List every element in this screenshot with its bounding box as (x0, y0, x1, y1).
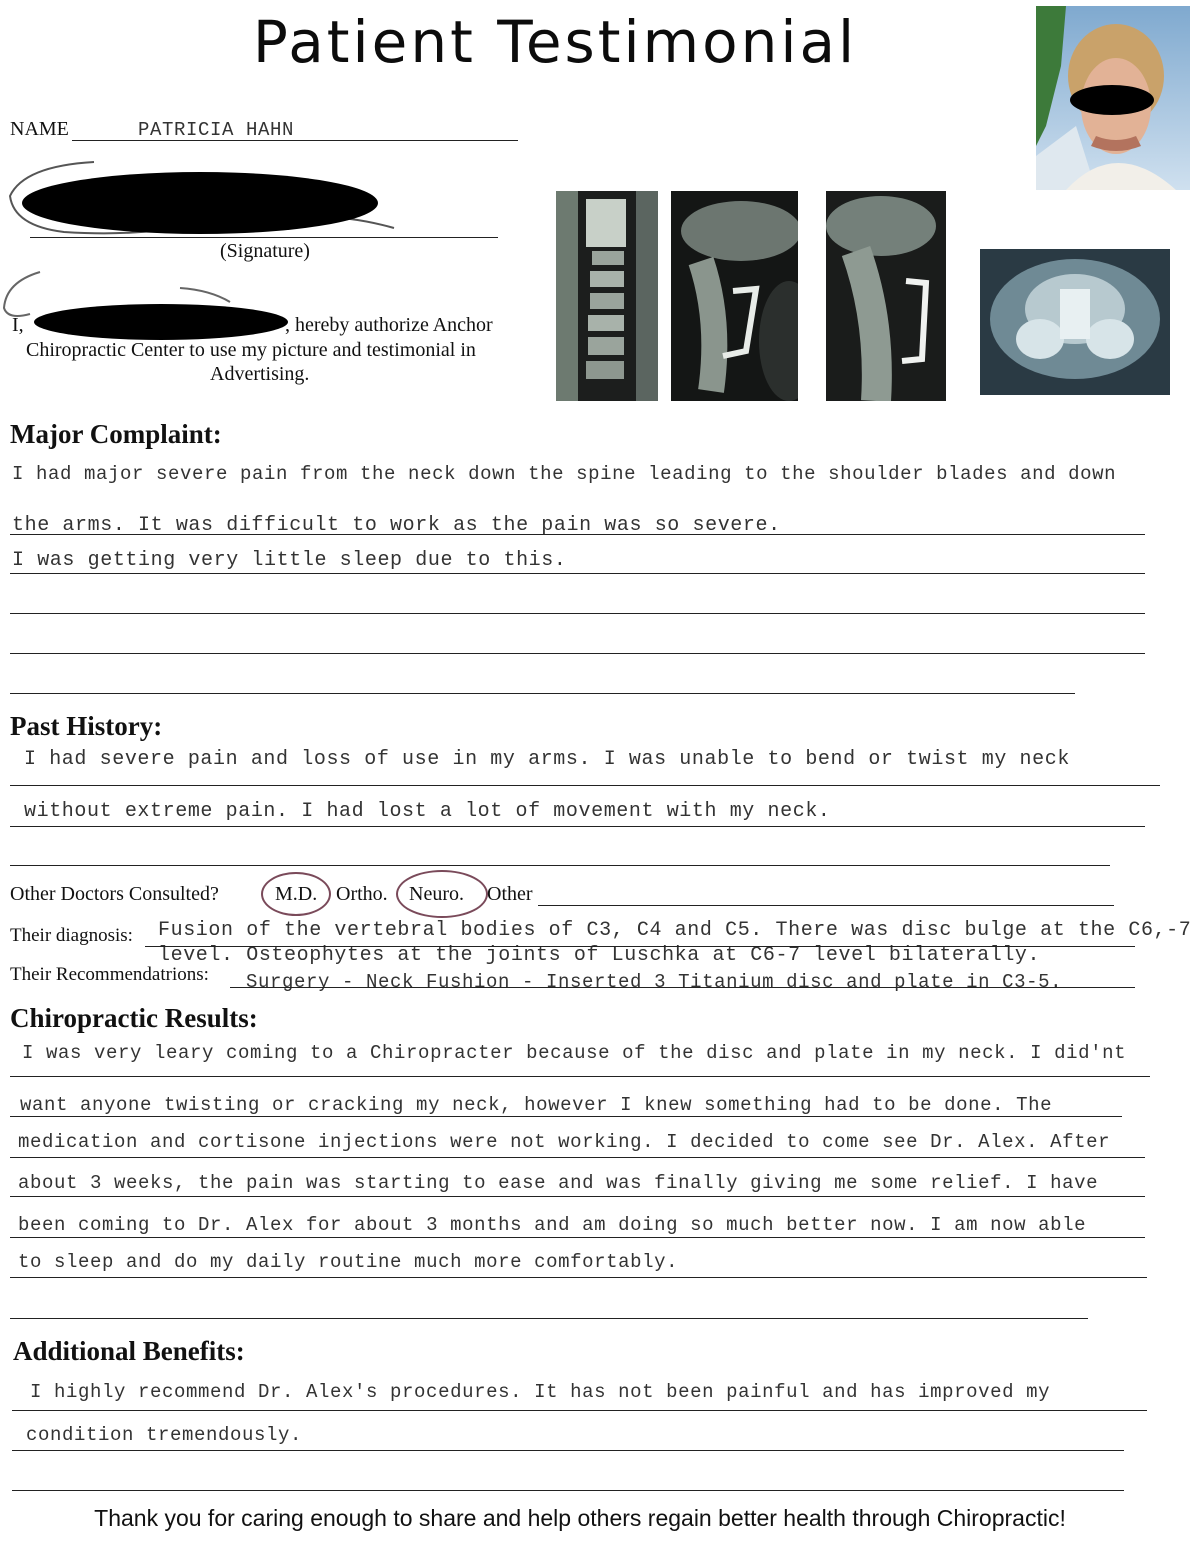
signature-redaction (22, 172, 378, 234)
results-line: to sleep and do my daily routine much more comfortably. (18, 1251, 679, 1273)
past-history-line: I had severe pain and loss of use in my arms. I was unable to bend or twist my neck (24, 748, 1070, 771)
form-line (12, 1450, 1124, 1451)
option-other: Other (487, 883, 533, 905)
form-line (10, 1237, 1145, 1238)
page-title: Patient Testimonial (252, 8, 858, 76)
major-complaint-heading: Major Complaint: (10, 419, 222, 449)
form-line (10, 865, 1110, 866)
major-complaint-line: I had major severe pain from the neck down the spine leading to the shoulder blades and down (12, 463, 1117, 485)
authorize-line-1: , hereby authorize Anchor (285, 314, 493, 336)
past-history-heading: Past History: (10, 711, 163, 741)
other-doctors-label: Other Doctors Consulted? (10, 883, 219, 905)
major-complaint-line: the arms. It was difficult to work as the pain was so severe. (12, 514, 781, 537)
xray-cervical-ap (556, 191, 658, 401)
benefits-line: condition tremendously. (26, 1424, 303, 1446)
form-line (10, 693, 1075, 694)
results-line: about 3 weeks, the pain was starting to ease and was finally giving me some relief. I have (18, 1172, 1099, 1194)
form-line (10, 1318, 1088, 1319)
name-value: PATRICIA HAHN (138, 119, 295, 141)
name-label: NAME (10, 118, 69, 140)
authorize-prefix: I, (12, 314, 24, 336)
option-md: M.D. (275, 883, 318, 905)
form-line (10, 1277, 1147, 1278)
benefits-line: I highly recommend Dr. Alex's procedures. It has not been painful and has improved my (30, 1381, 1051, 1403)
authorize-line-3: Advertising. (210, 363, 310, 385)
authorize-name-redaction (34, 304, 288, 340)
form-line (230, 987, 1135, 988)
form-line (12, 1490, 1124, 1491)
form-line (10, 613, 1145, 614)
results-line: I was very leary coming to a Chiropracter because of the disc and plate in my neck. I did'nt (22, 1042, 1127, 1064)
patient-photo (1036, 6, 1190, 190)
diagnosis-line-2: level. Osteophytes at the joints of Luschka at C6-7 level bilaterally. (158, 944, 1041, 967)
xray-cervical-lateral-plate (826, 191, 946, 401)
form-line (10, 1116, 1122, 1117)
diagnosis-line-1: Fusion of the vertebral bodies of C3, C4 and C5. There was disc bulge at the C6,-7 (158, 919, 1192, 942)
results-line: want anyone twisting or cracking my neck, however I knew something had to be done. The (20, 1094, 1053, 1116)
form-line (10, 826, 1145, 827)
authorize-line-2: Chiropractic Center to use my picture and testimonial in (26, 339, 476, 361)
major-complaint-line: I was getting very little sleep due to this. (12, 549, 567, 572)
chiropractic-results-heading: Chiropractic Results: (10, 1003, 258, 1033)
option-ortho: Ortho. (336, 883, 388, 905)
form-line (10, 1157, 1145, 1158)
form-line (10, 653, 1145, 654)
xray-open-mouth-view (980, 249, 1170, 395)
form-line (12, 1410, 1147, 1411)
form-line (10, 785, 1160, 786)
circle-md-mark (261, 872, 331, 916)
form-line (145, 946, 1135, 947)
form-line (10, 534, 1145, 535)
circle-neuro-mark (396, 870, 488, 918)
past-history-line: without extreme pain. I had lost a lot of movement with my neck. (24, 800, 831, 823)
diagnosis-label: Their diagnosis: (10, 925, 133, 946)
signature-underline (30, 237, 498, 238)
form-line (10, 573, 1145, 574)
recommendations-label: Their Recommendatrions: (10, 964, 209, 985)
footer-thank-you: Thank you for caring enough to share and help others regain better health through Chiropractic! (94, 1505, 1066, 1531)
results-line: medication and cortisone injections were not working. I decided to come see Dr. Alex. After (18, 1131, 1111, 1153)
additional-benefits-heading: Additional Benefits: (13, 1336, 245, 1366)
results-line: been coming to Dr. Alex for about 3 months and am doing so much better now. I am now able (18, 1214, 1087, 1236)
recommendations-value: Surgery - Neck Fushion - Inserted 3 Titanium disc and plate in C3-5. (246, 971, 1063, 993)
form-line (538, 905, 1114, 906)
xray-cervical-lateral-hardware (671, 191, 798, 401)
option-neuro: Neuro. (409, 883, 464, 905)
signature-label: (Signature) (220, 240, 310, 262)
form-line (10, 1076, 1150, 1077)
form-line (10, 1196, 1145, 1197)
